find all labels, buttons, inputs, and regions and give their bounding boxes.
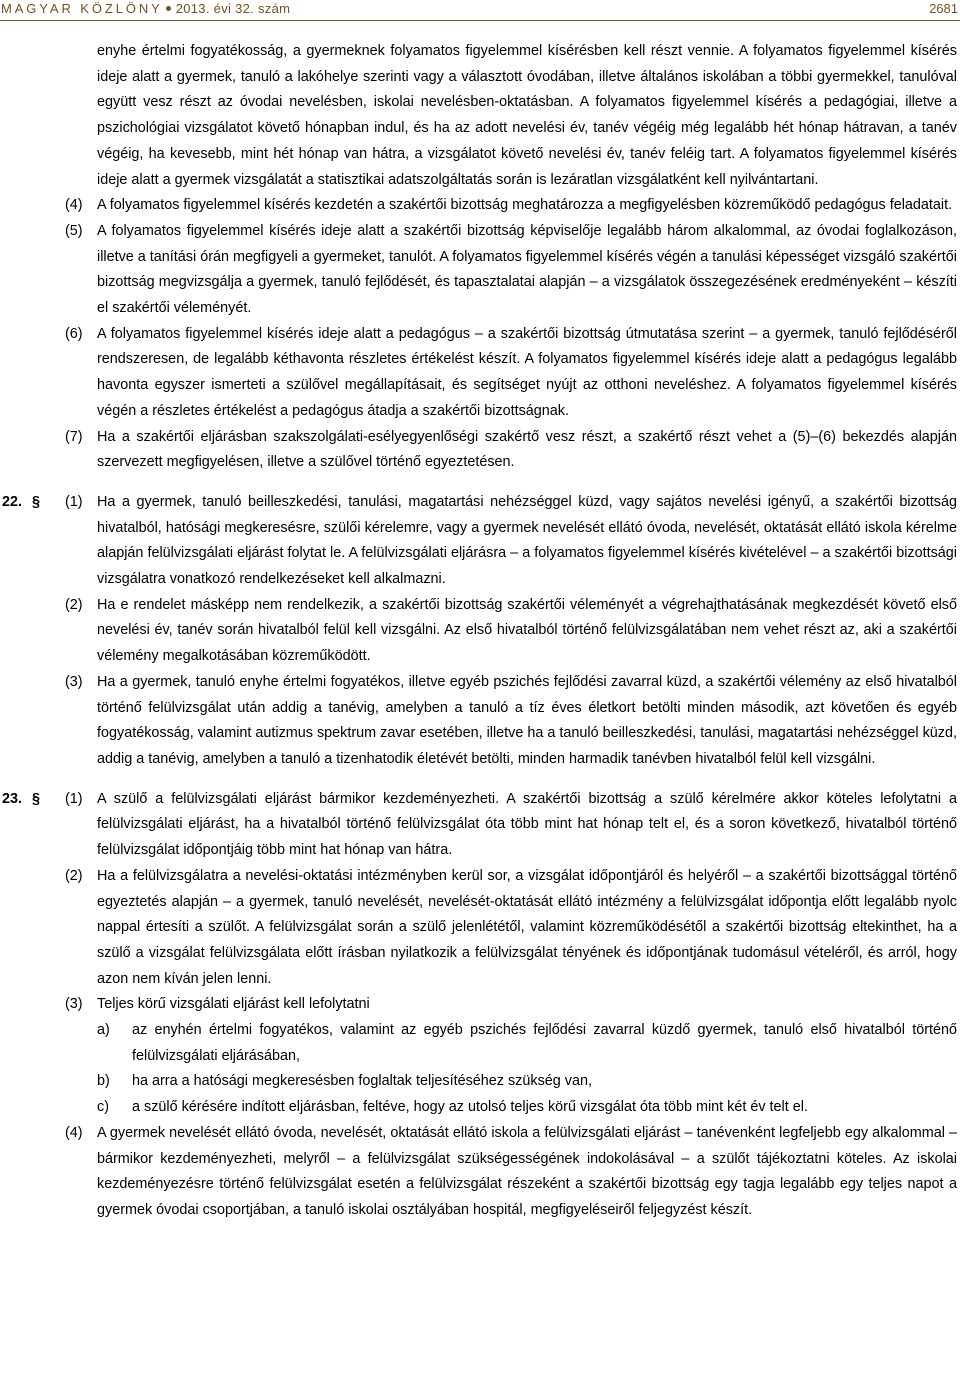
continuation-paragraph: enyhe értelmi fogyatékosság, a gyermeknek folyamatos figyelemmel kísérésben kell részt vennie. A folyamatos figyelemmel kísérés ideje alatt a gyermek, tanuló a lakóhelye szerinti vagy a választott óvodában, illetve általános iskolában a többi gyermekkel, tanulóval együtt vesz részt az óvodai nevelésben, iskolai nevelésben-oktatásban. A folyamatos figyelemmel kísérés a pedagógiai, illetve a pszichológiai vizsgálatot követő hónapban indul, és ha az adott nevelési év, tanév végéig még legalább hét hónap hátravan, a tanév végéig, ha kevesebb, mint hét hónap van hátra, a vizsgálatot követő nevelési év, tanév feléig tart. A folyamatos figyelemmel kísérés ideje alatt a gyermek vizsgálatát a statisztikai adatszolgáltatás során is lezáratlan vizsgálatként kell nyilvántartani. [97, 43, 957, 188]
section-symbol: § [32, 790, 41, 807]
section-symbol: § [32, 493, 41, 510]
list-item-text: ha arra a hatósági megkeresésben foglaltak teljesítéséhez szükség van, [132, 1073, 592, 1090]
list-item-label: a) [97, 1022, 110, 1039]
paragraph [0, 322, 957, 425]
paragraph-number: (4) [65, 1124, 83, 1141]
paragraph-text: A folyamatos figyelemmel kísérés ideje alatt a szakértői bizottság képviselője legalább három alkalommal, az óvodai foglalkozáson, illetve a tanítási órán megfigyeli a gyermeket, tanulót. A folyamatos figyelemmel kísérés végén a tanulási képességet vizsgáló szakértői bizottság megvizsgálja a gyermek, tanuló fejlődését, és tapasztalatai alapján – a vizsgálatok összegezésének eredményeként – készíti el szakértői véleményét. [97, 222, 957, 317]
paragraph [0, 670, 957, 773]
paragraph-number: (3) [65, 996, 83, 1013]
paragraph [0, 787, 957, 864]
paragraph-number: (2) [65, 867, 83, 884]
paragraph [0, 1121, 957, 1224]
list-item-text: a szülő kérésére indított eljárásban, feltéve, hogy az utolsó teljes körű vizsgálat óta több mint két év telt el. [132, 1099, 808, 1116]
section-gap [0, 773, 960, 787]
paragraph-text: Ha a gyermek, tanuló enyhe értelmi fogyatékos, illetve egyéb pszichés fejlődési zavarral küzd, a szakértői vélemény az első hivatalból történő felülvizsgálat után addig a tanévig, amelyben a tanuló a tíz éves életkort betölti minden második, azt követően és egyéb fogyatékosság, valamint autizmus spektrum zavar esetében, illetve ha a tanuló beilleszkedési, tanulási, magatartási nehézséggel küzd, addig a tanévig, amelyben a tanuló a tizenhatodik életévét betölti, minden harmadik tanévben hivatalból felül kell vizsgálni. [97, 673, 957, 767]
journal-header [1, 0, 290, 17]
page-number: 2681 [929, 1, 958, 16]
list-item-text: az enyhén értelmi fogyatékos, valamint az egyéb pszichés fejlődési zavarral küzdő gyermek, tanuló első hivatalból történő felülvizsgálati eljárásában, [132, 1022, 957, 1064]
paragraph [0, 864, 957, 993]
paragraph-number: (5) [65, 222, 83, 239]
list-item [0, 1095, 957, 1121]
paragraph-text: Ha e rendelet másképp nem rendelkezik, a szakértői bizottság szakértői véleményét a végrehajthatásának megkezdését követő első nevelési év, tanév során hivatalból felül kell vizsgálni. Az első hivatalból történő felülvizsgálatában nem vehet részt az, aki a szakértői vélemény megalkotásában közreműködött. [97, 596, 957, 665]
journal-title: MAGYAR KÖZLÖNY [1, 1, 163, 16]
header-rule [0, 20, 960, 21]
paragraph-text: Ha a felülvizsgálatra a nevelési-oktatási intézményben kerül sor, a vizsgálat időpontjáról és helyéről – a szakértői bizottsággal történő egyeztetés alapján – a gyermek, tanuló nevelését, nevelését-oktatását ellátó intézmény a felülvizsgálat időpontja előtt legalább nyolc nappal értesíti a szülőt. A felülvizsgálat során a szülő jelenlététől, valamint közreműködésétől a szakértői bizottság eltekinthet, ha a szülő a vizsgálat felülvizsgálata előtt írásban nyilatkozik a felülvizsgálat tényének és időpontjának tudomásul vételéről, és arról, hogy azon nem kíván jelen lenni. [97, 867, 957, 987]
paragraph-number: (3) [65, 673, 83, 690]
paragraph [0, 593, 957, 670]
list-item [0, 1018, 957, 1069]
paragraph-text: A gyermek nevelését ellátó óvoda, nevelését, oktatását ellátó iskola a felülvizsgálati eljárást – tanévenként legfeljebb egy alkalommal – bármikor kezdeményezheti, melyről – a felülvizsgálat szükségességének indokolásával – a szülőt tájékoztatni köteles. Az iskolai kezdeményezésre történő felülvizsgálat esetén a felülvizsgálat részeként a szakértői bizottság egy tagja legalább egy teljes napot a gyermek óvodai csoportjában, a tanuló iskolai osztályában hospitál, megfigyeléseiről feljegyzést készít. [97, 1124, 957, 1218]
paragraph-text: Ha a szakértői eljárásban szakszolgálati-esélyegyenlőségi szakértő vesz részt, a szakértő részt vehet a (5)–(6) bekezdés alapján szervezett megfigyelésen, illetve a szülővel történő egyeztetésen. [97, 428, 957, 471]
paragraph-number: (4) [65, 197, 83, 214]
list-item-label: b) [97, 1073, 110, 1090]
paragraph [0, 193, 957, 219]
paragraph-number: (7) [65, 428, 83, 445]
paragraph-text: A folyamatos figyelemmel kísérés kezdetén a szakértői bizottság meghatározza a megfigyelésben közreműködő pedagógus feladatait. [97, 197, 953, 214]
paragraph-text: A folyamatos figyelemmel kísérés ideje alatt a pedagógus – a szakértői bizottság útmutatása szerint – a gyermek, tanuló fejlődéséről rendszeresen, de legalább kéthavonta részletes értékelést készít. A folyamatos figyelemmel kísérés ideje alatt a pedagógus legalább havonta egyszer ismerteti a szülővel megállapításait, és segítséget nyújt az otthoni neveléshez. A folyamatos figyelemmel kísérés végén a részletes értékelést a pedagógus átadja a szakértői bizottságnak. [97, 325, 957, 419]
running-head [0, 0, 960, 17]
paragraph-number: (2) [65, 596, 83, 613]
paragraph-number: (1) [65, 790, 83, 807]
section-number: 22. [2, 493, 23, 510]
section-gap [0, 476, 960, 490]
paragraph [0, 490, 957, 593]
section-23 [0, 787, 960, 1224]
issue-label: 2013. évi 32. szám [175, 1, 291, 16]
paragraph-number: (6) [65, 325, 83, 342]
document-body [0, 39, 960, 1224]
paragraph [0, 992, 957, 1018]
section-number: 23. [2, 790, 23, 807]
paragraph-text: A szülő a felülvizsgálati eljárást bármikor kezdeményezheti. A szakértői bizottság a szülő kérelmére akkor köteles lefolytatni a felülvizsgálati eljárást, ha a hivatalból történő felülvizsgálat óta több mint hat hónap telt el, és a soron következő, hivatalból történő felülvizsgálat időpontjáig több mint hat hónap van hátra. [97, 790, 957, 859]
list-item [0, 1069, 957, 1095]
paragraph-text: Teljes körű vizsgálati eljárást kell lefolytatni [97, 996, 370, 1013]
paragraph-text: Ha a gyermek, tanuló beilleszkedési, tanulási, magatartási nehézséggel küzd, vagy sajátos nevelési igényű, a szakértői bizottság hivatalból, hatósági megkeresésre, szülői kérelemre, vagy a gyermek nevelését ellátó óvoda, nevelését, oktatását ellátó iskola kérelme alapján felülvizsgálati eljárást folytat le. A felülvizsgálati eljárásra – a folyamatos figyelemmel kísérés kivételével – a szakértői bizottsági vizsgálatra vonatkozó rendelkezéseket kell alkalmazni. [97, 493, 957, 588]
paragraph-number: (1) [65, 493, 83, 510]
section-22 [0, 490, 960, 773]
bullet-dot-icon [166, 6, 171, 11]
list-item-label: c) [97, 1099, 109, 1116]
paragraph [0, 425, 957, 476]
paragraph [0, 219, 957, 322]
